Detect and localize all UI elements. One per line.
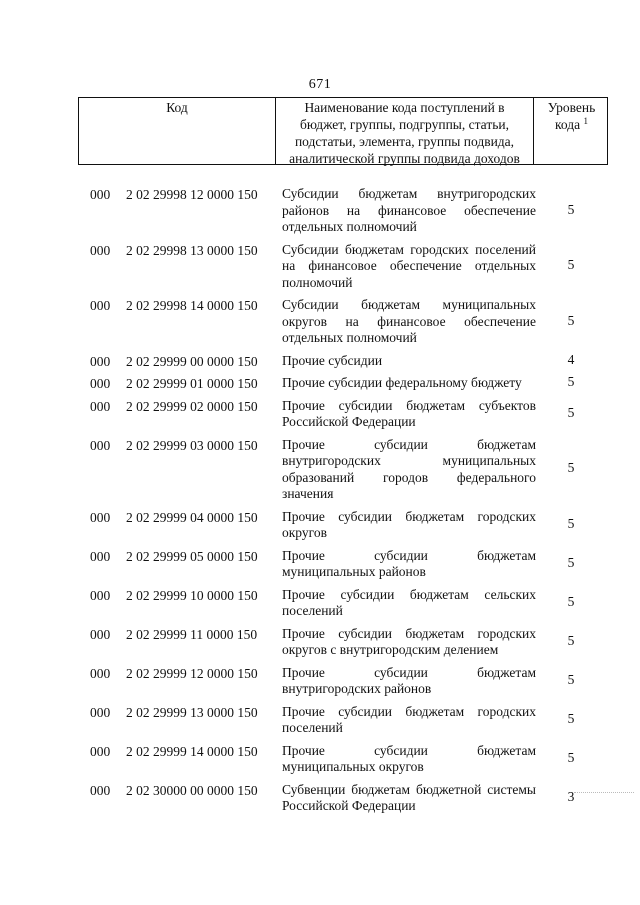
scan-artifact <box>574 792 634 794</box>
code-level: 5 <box>567 515 575 531</box>
code-name: Прочие субсидии бюджетам субъектов Российской Федерации <box>282 397 536 429</box>
code-level: 5 <box>567 749 575 765</box>
code-name: Субсидии бюджетам муниципальных округов на финансовое обеспечение отдельных полномочий <box>282 297 536 345</box>
code-name: Прочие субсидии бюджетам сельских поселений <box>282 586 536 618</box>
code-name: Прочие субсидии бюджетам городских округов с внутригородским делением <box>282 625 536 657</box>
code-level: 4 <box>567 351 575 367</box>
admin-code: 000 <box>90 187 111 202</box>
header-name-line: бюджет, группы, подгруппы, статьи, <box>300 117 509 132</box>
admin-code: 000 <box>90 376 111 391</box>
budget-code: 2 02 29999 11 0000 150 <box>126 626 258 642</box>
header-level-line1: Уровень <box>547 100 596 115</box>
header-level-text: кода <box>555 117 581 132</box>
table-row <box>0 349 640 372</box>
header-name-line: аналитической группы подвида доходов <box>289 151 520 166</box>
budget-code: 2 02 29999 02 0000 150 <box>126 398 258 414</box>
admin-code: 000 <box>90 353 111 369</box>
table-row <box>0 394 640 433</box>
code-name: Прочие субсидии <box>282 352 383 368</box>
table-row <box>0 700 640 739</box>
table-row <box>0 622 640 661</box>
code-name: Прочие субсидии бюджетам городских округов <box>282 508 536 540</box>
code-level: 5 <box>567 593 575 609</box>
admin-code: 000 <box>90 587 111 603</box>
code-name: Субсидии бюджетам городских поселений на финансовое обеспечение отдельных полномочий <box>282 241 536 290</box>
code-level: 5 <box>567 460 575 476</box>
table-row <box>0 371 640 394</box>
budget-code: 2 02 29999 12 0000 150 <box>126 665 258 681</box>
budget-code: 2 02 29999 10 0000 150 <box>126 587 258 603</box>
budget-code: 2 02 29999 01 0000 150 <box>126 376 258 391</box>
footnote-marker: 1 <box>583 116 588 126</box>
table-row <box>0 778 640 817</box>
admin-code: 000 <box>90 437 111 453</box>
budget-code: 2 02 29999 14 0000 150 <box>126 743 258 759</box>
table-body <box>0 182 640 817</box>
header-code: Код <box>79 98 276 164</box>
table-row <box>0 433 640 505</box>
code-name: Прочие субсидии федеральному бюджету <box>282 375 522 390</box>
admin-code: 000 <box>90 242 111 258</box>
code-level: 5 <box>567 201 575 217</box>
code-name: Субвенции бюджетам бюджетной системы Российской Федерации <box>282 781 536 813</box>
admin-code: 000 <box>90 665 111 681</box>
admin-code: 000 <box>90 548 111 564</box>
table-row <box>0 544 640 583</box>
page-number: 671 <box>308 77 332 92</box>
code-name: Прочие субсидии бюджетам муниципальных округов <box>282 742 536 774</box>
table-row <box>0 661 640 700</box>
budget-code: 2 02 29999 05 0000 150 <box>126 548 258 564</box>
admin-code: 000 <box>90 704 111 720</box>
header-name <box>276 98 534 164</box>
code-name: Прочие субсидии бюджетам внутригородских районов <box>282 664 536 696</box>
code-name: Прочие субсидии бюджетам муниципальных районов <box>282 547 536 579</box>
table-header <box>78 97 608 165</box>
code-level: 5 <box>567 710 575 726</box>
code-level: 5 <box>567 404 575 420</box>
admin-code: 000 <box>90 398 111 414</box>
admin-code: 000 <box>90 743 111 759</box>
code-level: 5 <box>567 554 575 570</box>
table-row <box>0 505 640 544</box>
code-level: 5 <box>567 312 575 328</box>
budget-code: 2 02 29999 00 0000 150 <box>126 353 258 369</box>
code-level: 3 <box>567 788 575 804</box>
admin-code: 000 <box>90 626 111 642</box>
header-level-line2 <box>534 116 609 133</box>
header-name-line: Наименование кода поступлений в <box>304 100 505 115</box>
budget-code: 2 02 29999 03 0000 150 <box>126 437 258 453</box>
code-level: 5 <box>567 374 575 389</box>
code-level: 5 <box>567 257 575 272</box>
header-name-line: подстатьи, элемента, группы подвида, <box>294 134 515 149</box>
code-name: Прочие субсидии бюджетам внутригородских муниципальных образований городов федерального значения <box>282 436 536 501</box>
budget-code: 2 02 29998 13 0000 150 <box>126 242 258 258</box>
budget-code: 2 02 29998 14 0000 150 <box>126 298 258 313</box>
header-level <box>534 98 609 164</box>
admin-code: 000 <box>90 782 111 798</box>
code-level: 5 <box>567 632 575 648</box>
table-row <box>0 182 640 238</box>
budget-code: 2 02 29999 04 0000 150 <box>126 509 258 525</box>
admin-code: 000 <box>90 298 111 313</box>
table-row <box>0 238 640 294</box>
code-name: Прочие субсидии бюджетам городских поселений <box>282 703 536 735</box>
table-row <box>0 583 640 622</box>
code-name: Субсидии бюджетам внутригородских районов на финансовое обеспечение отдельных полномочий <box>282 186 536 234</box>
code-level: 5 <box>567 671 575 687</box>
budget-code: 2 02 30000 00 0000 150 <box>126 782 258 798</box>
table-row <box>0 739 640 778</box>
table-row <box>0 293 640 349</box>
budget-code: 2 02 29999 13 0000 150 <box>126 704 258 720</box>
budget-code: 2 02 29998 12 0000 150 <box>126 187 258 202</box>
admin-code: 000 <box>90 509 111 525</box>
